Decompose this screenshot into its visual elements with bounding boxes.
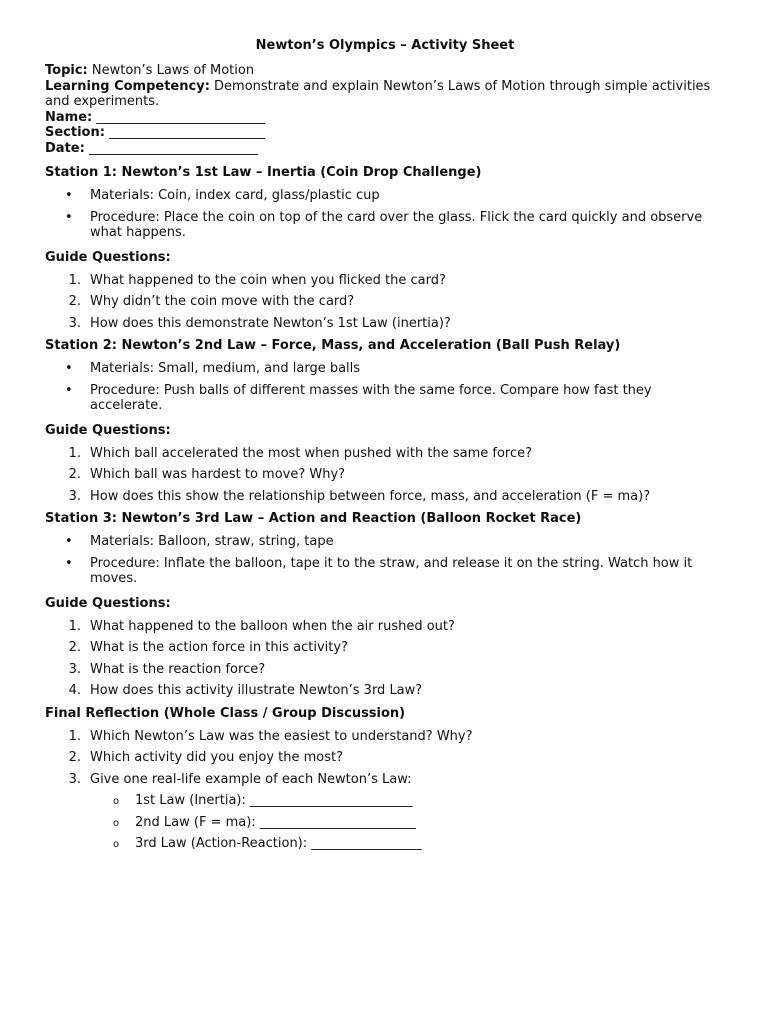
date-line <box>45 141 725 157</box>
bullet-item <box>45 383 725 414</box>
bullet-icon: • <box>65 361 73 376</box>
question-item <box>45 273 725 289</box>
sub-item[interactable] <box>45 793 725 809</box>
bullet-text: Procedure: Place the coin on top of the card over the glass. Flick the card quickly and observe what happens. <box>90 209 703 240</box>
guide-questions-heading: Guide Questions: <box>45 422 171 438</box>
question-text: How does this demonstrate Newton’s 1st Law (inertia)? <box>90 315 451 331</box>
competency-line <box>45 79 725 110</box>
competency-value: Demonstrate and explain Newton’s Laws of Motion through simple activities and experiments. <box>45 78 711 109</box>
section-line <box>45 125 725 141</box>
bullet-icon: • <box>65 209 73 225</box>
question-item <box>45 489 725 505</box>
question-number: 3. <box>68 315 81 331</box>
station-2-heading: Station 2: Newton’s 2nd Law – Force, Mass, and Acceleration (Ball Push Relay) <box>45 338 621 353</box>
reflection-sub-items <box>45 793 725 852</box>
date-blank[interactable]: __________________________ <box>88 140 258 156</box>
question-text: Which ball accelerated the most when pushed with the same force? <box>90 445 533 461</box>
question-number: 3. <box>68 488 81 504</box>
question-item <box>45 683 725 699</box>
bullet-text: Materials: Coin, index card, glass/plastic cup <box>90 188 380 203</box>
name-blank[interactable]: __________________________ <box>96 109 266 125</box>
section-blank[interactable]: ________________________ <box>109 125 266 140</box>
question-number: 2. <box>68 467 81 482</box>
question-text: Which Newton’s Law was the easiest to understand? Why? <box>90 728 473 744</box>
question-item <box>45 446 725 462</box>
bullet-item <box>45 210 725 241</box>
question-number: 2. <box>68 294 81 309</box>
document-title: Newton’s Olympics – Activity Sheet <box>255 38 515 53</box>
question-number: 1. <box>68 445 81 461</box>
question-item <box>45 750 725 766</box>
sheet-meta <box>45 63 725 156</box>
topic-value: Newton’s Laws of Motion <box>91 63 255 78</box>
question-item <box>45 294 725 310</box>
bullet-item <box>45 361 725 377</box>
final-reflection <box>45 705 725 852</box>
sub-item[interactable] <box>45 815 725 831</box>
question-text: What happened to the balloon when the air rushed out? <box>90 618 455 634</box>
reflection-questions <box>45 729 725 788</box>
guide-questions-heading: Guide Questions: <box>45 249 171 265</box>
reflection-heading: Final Reflection (Whole Class / Group Discussion) <box>45 705 406 721</box>
question-text: What is the reaction force? <box>90 661 266 677</box>
station-2 <box>45 337 725 504</box>
bullet-text: Materials: Balloon, straw, string, tape <box>90 534 334 549</box>
question-text: Which activity did you enjoy the most? <box>90 750 344 765</box>
question-text: What is the action force in this activity? <box>90 640 348 655</box>
question-number: 4. <box>68 683 81 698</box>
bullet-icon: • <box>65 188 73 203</box>
question-text: How does this show the relationship between force, mass, and acceleration (F = ma)? <box>90 488 651 504</box>
guide-questions-heading: Guide Questions: <box>45 595 171 611</box>
question-text: What happened to the coin when you flicked the card? <box>90 272 446 288</box>
question-number: 1. <box>68 728 81 744</box>
question-item <box>45 467 725 483</box>
station-3-bullets <box>45 534 725 587</box>
bullet-item <box>45 556 725 587</box>
question-number: 2. <box>68 750 81 765</box>
name-label: Name: <box>45 109 93 125</box>
question-number: 1. <box>68 272 81 288</box>
station-2-bullets <box>45 361 725 414</box>
bullet-item <box>45 534 725 550</box>
question-number: 2. <box>68 640 81 655</box>
bullet-text: Procedure: Push balls of different masses with the same force. Compare how fast they accelerate. <box>90 382 652 413</box>
question-text: How does this activity illustrate Newton’s 3rd Law? <box>90 683 423 698</box>
section-label: Section: <box>45 125 105 140</box>
station-1-heading: Station 1: Newton’s 1st Law – Inertia (Coin Drop Challenge) <box>45 165 482 180</box>
circle-bullet-icon: o <box>113 817 120 829</box>
question-text: Why didn’t the coin move with the card? <box>90 294 355 309</box>
sub-item-text: 1st Law (Inertia): _________________________ <box>135 793 413 808</box>
sub-item[interactable] <box>45 836 725 852</box>
circle-bullet-icon: o <box>113 796 120 807</box>
question-item <box>45 729 725 745</box>
competency-label: Learning Competency: <box>45 78 210 94</box>
station-1-questions <box>45 273 725 332</box>
bullet-icon: • <box>65 382 73 398</box>
bullet-text: Procedure: Inflate the balloon, tape it to the straw, and release it on the string. Watch how it moves. <box>90 555 693 586</box>
question-number: 3. <box>68 771 81 787</box>
question-number: 3. <box>68 661 81 677</box>
date-label: Date: <box>45 140 85 156</box>
question-item <box>45 662 725 678</box>
sub-item-text: 3rd Law (Action-Reaction): _________________ <box>135 836 422 851</box>
station-1-bullets <box>45 188 725 241</box>
question-item <box>45 316 725 332</box>
sub-item-text: 2nd Law (F = ma): ________________________ <box>135 814 416 830</box>
question-text: Give one real-life example of each Newton’s Law: <box>90 771 412 787</box>
station-3 <box>45 510 725 699</box>
station-3-heading: Station 3: Newton’s 3rd Law – Action and Reaction (Balloon Rocket Race) <box>45 511 582 526</box>
question-item <box>45 640 725 656</box>
bullet-text: Materials: Small, medium, and large balls <box>90 361 361 376</box>
topic-label: Topic: <box>45 63 88 78</box>
question-number: 1. <box>68 618 81 634</box>
question-item <box>45 619 725 635</box>
question-text: Which ball was hardest to move? Why? <box>90 467 346 482</box>
name-line <box>45 110 725 126</box>
bullet-icon: • <box>65 555 73 571</box>
station-2-questions <box>45 446 725 505</box>
circle-bullet-icon: o <box>113 839 120 850</box>
bullet-icon: • <box>65 534 73 549</box>
bullet-item <box>45 188 725 204</box>
activity-sheet <box>45 37 725 858</box>
question-item <box>45 772 725 788</box>
topic-line <box>45 63 725 79</box>
station-3-questions <box>45 619 725 699</box>
station-1 <box>45 164 725 331</box>
